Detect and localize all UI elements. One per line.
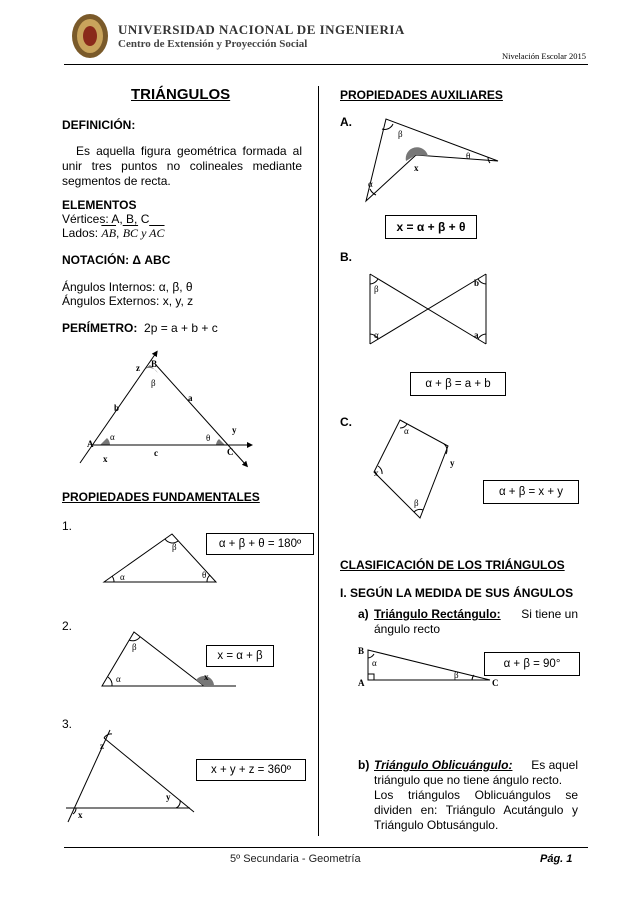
right-triangle-box: α + β = 90°: [484, 652, 580, 676]
svg-text:x: x: [374, 468, 379, 478]
university-logo: [70, 12, 110, 60]
external-angles-text: Ángulos Externos: x, y, z: [62, 294, 194, 308]
svg-text:a: a: [188, 393, 193, 403]
sides-text: Lados: $\overline{AB}$, $\overline{BC}$ y $\overline{AC}$: [62, 226, 165, 240]
property-1-box: α + β + θ = 180º: [206, 533, 314, 555]
svg-text:b: b: [474, 278, 480, 288]
section-1-heading: I. SEGÚN LA MEDIDA DE SUS ÁNGULOS: [340, 586, 574, 600]
aux-a-box: x = α + β + θ: [385, 215, 477, 239]
aux-properties-heading: PROPIEDADES AUXILIARES: [340, 88, 503, 102]
aux-b-diagram: [366, 270, 490, 348]
page-number: Pág. 1: [540, 853, 573, 865]
svg-text:α: α: [372, 658, 377, 668]
vertex-a-label: A: [87, 439, 94, 449]
svg-text:α: α: [368, 179, 373, 189]
perimeter-line: PERÍMETRO: 2p = a + b + c: [62, 321, 218, 335]
svg-text:b: b: [114, 403, 120, 413]
notation-text: NOTACIÓN: Δ ABC: [62, 253, 171, 267]
svg-text:x: x: [204, 672, 209, 682]
right-triangle-diagram: [356, 644, 502, 686]
right-triangle-def: a) Triángulo Rectángulo: Si tiene un ángulo recto: [358, 607, 578, 636]
svg-text:x: x: [103, 454, 108, 464]
svg-text:β: β: [414, 498, 419, 508]
vertices-text: Vértices: A, B, C: [62, 212, 150, 226]
column-divider: [318, 86, 319, 836]
property-2-box: x = α + β: [206, 645, 274, 667]
svg-text:A: A: [358, 678, 365, 686]
aux-c-diagram: [370, 414, 466, 522]
fundamental-properties-heading: PROPIEDADES FUNDAMENTALES: [62, 490, 260, 504]
svg-text:c: c: [154, 448, 158, 458]
svg-text:α: α: [120, 572, 125, 582]
svg-text:α: α: [374, 330, 379, 340]
page-title: TRIÁNGULOS: [131, 86, 231, 103]
internal-angles-text: Ángulos Internos: α, β, θ: [62, 280, 193, 294]
oblique-triangle-def: b) Triángulo Oblicuángulo: Es aquel triángulo que no tiene ángulo recto. Los triángulos Oblicuángulos se dividen en: Triángulo Acutángulo y Triángulo Obtusángulo.: [358, 758, 578, 832]
elements-heading: ELEMENTOS: [62, 198, 137, 212]
svg-text:y: y: [166, 792, 171, 802]
header-rule: [64, 64, 588, 65]
svg-text:B: B: [358, 646, 365, 656]
item-2-number: 2.: [62, 619, 73, 633]
triangle-3-diagram: [64, 728, 196, 824]
svg-text:x: x: [78, 810, 83, 820]
svg-text:β: β: [398, 129, 403, 139]
svg-text:θ: θ: [206, 433, 211, 443]
svg-text:α: α: [110, 432, 115, 442]
svg-text:α: α: [116, 674, 121, 684]
center-name: Centro de Extensión y Proyección Social: [118, 38, 308, 50]
svg-text:α: α: [404, 426, 409, 436]
svg-text:β: β: [151, 378, 156, 388]
classification-heading: CLASIFICACIÓN DE LOS TRIÁNGULOS: [340, 558, 565, 572]
svg-text:y: y: [232, 425, 237, 435]
aux-c-label: C.: [340, 415, 352, 429]
vertex-c-label: C: [227, 447, 234, 457]
svg-text:x: x: [414, 163, 419, 173]
aux-b-box: α + β = a + b: [410, 372, 506, 396]
aux-a-label: A.: [340, 115, 352, 129]
svg-text:θ: θ: [202, 570, 207, 580]
svg-text:β: β: [454, 670, 459, 680]
aux-c-box: α + β = x + y: [483, 480, 579, 504]
triangle-abc-diagram: [70, 335, 260, 470]
triangle-1-diagram: [92, 530, 222, 590]
svg-text:β: β: [172, 542, 177, 552]
definition-text: Es aquella figura geométrica formada al unir tres puntos no colineales mediante segmentos de recta.: [62, 144, 302, 188]
definition-heading: DEFINICIÓN:: [62, 118, 136, 132]
vertex-b-label: B: [151, 359, 158, 369]
svg-text:z: z: [100, 741, 104, 751]
footer-course: 5º Secundaria - Geometría: [230, 853, 361, 865]
svg-text:θ: θ: [466, 151, 471, 161]
level-label: Nivelación Escolar 2015: [501, 51, 586, 61]
svg-text:C: C: [492, 678, 499, 686]
item-1-number: 1.: [62, 519, 73, 533]
property-3-box: x + y + z = 360º: [196, 759, 306, 781]
university-name: UNIVERSIDAD NACIONAL DE INGENIERIA: [118, 22, 405, 37]
aux-b-label: B.: [340, 250, 352, 264]
item-3-number: 3.: [62, 717, 73, 731]
svg-text:y: y: [450, 458, 455, 468]
svg-text:β: β: [374, 284, 379, 294]
footer-rule: [64, 847, 588, 848]
svg-text:z: z: [136, 363, 140, 373]
svg-text:β: β: [132, 642, 137, 652]
aux-a-diagram: [362, 115, 502, 205]
svg-text:a: a: [474, 330, 479, 340]
